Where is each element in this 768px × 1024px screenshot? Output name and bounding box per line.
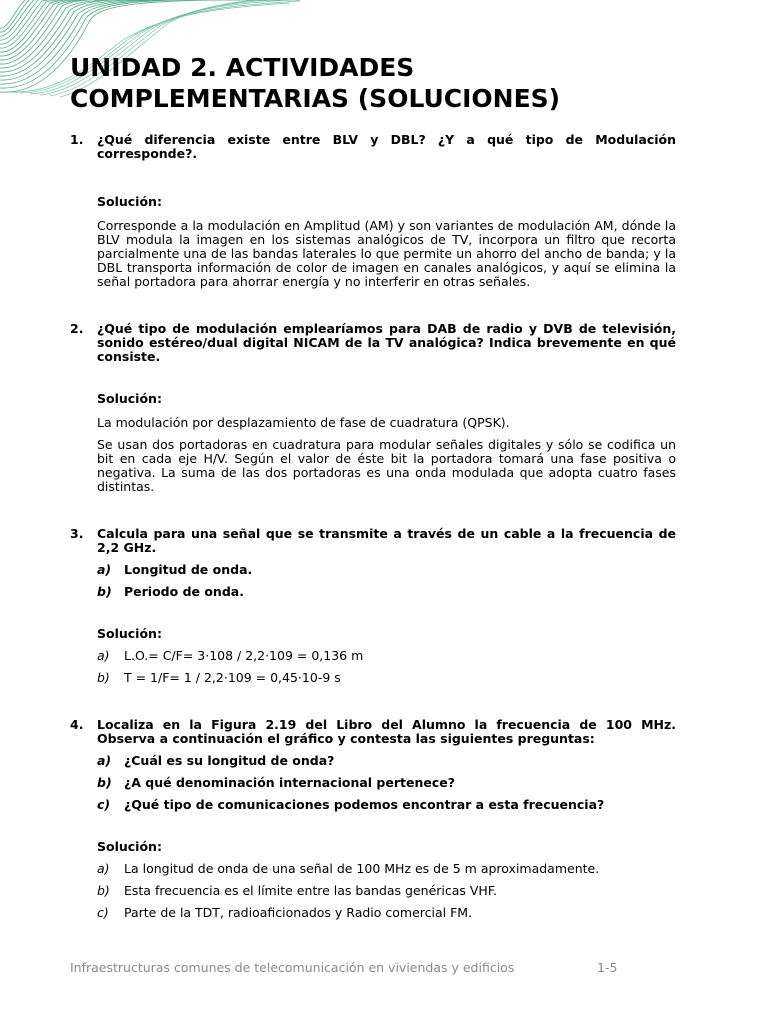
option-letter: a) [97, 562, 112, 577]
answer-item [97, 649, 676, 663]
question-text: Localiza en la Figura 2.19 del Libro del Alumno la frecuencia de 100 MHz. Observa a continuación el gráfico y contesta las siguientes preguntas: [97, 717, 676, 746]
answer-item [97, 671, 676, 685]
page-title [70, 52, 690, 114]
answer-letter: a) [97, 861, 110, 876]
footer-text: Infraestructuras comunes de telecomunicación en viviendas y edificios [70, 960, 515, 975]
answer-text: La longitud de onda de una señal de 100 MHz es de 5 m aproximadamente. [124, 861, 600, 876]
question-option [97, 798, 676, 812]
page-title-line-1: UNIDAD 2. ACTIVIDADES [70, 53, 415, 82]
question-option [97, 754, 676, 768]
answer-text: T = 1/F= 1 / 2,2·109 = 0,45·10-9 s [124, 670, 341, 685]
answer-text: Parte de la TDT, radioaficionados y Radio comercial FM. [124, 905, 473, 920]
option-text: ¿A qué denominación internacional pertenece? [124, 775, 455, 790]
question-number: 1. [70, 132, 84, 147]
solution-label: Solución: [97, 626, 162, 641]
solution-label: Solución: [97, 391, 162, 406]
option-letter: a) [97, 753, 112, 768]
question-3 [70, 527, 676, 685]
question-option [97, 563, 676, 577]
option-letter: b) [97, 584, 112, 599]
question-1 [70, 133, 676, 289]
answer-text: L.O.= C/F= 3·108 / 2,2·109 = 0,136 m [124, 648, 364, 663]
solution-paragraph: Se usan dos portadoras en cuadratura para modular señales digitales y sólo se codifica un bit en cada eje H/V. Según el valor de éste bit la portadora tomará una fase positiva o negativa. La suma de las dos portadoras es una onda modulada que adopta cuatro fases distintas. [97, 437, 676, 494]
question-number: 4. [70, 717, 84, 732]
question-number: 3. [70, 526, 84, 541]
question-number: 2. [70, 321, 84, 336]
page-footer [70, 960, 620, 975]
option-letter: b) [97, 775, 112, 790]
answer-letter: b) [97, 670, 110, 685]
option-text: ¿Cuál es su longitud de onda? [124, 753, 335, 768]
solution-paragraph: Corresponde a la modulación en Amplitud (AM) y son variantes de modulación AM, dónde la BLV modula la imagen en los sistemas analógicos de TV, incorpora un filtro que recorta parcialmente una de las bandas laterales lo que permite un ahorro del ancho de banda; y la DBL transporta información de color de imagen en canales analógicos, y aquí se elimina la señal portadora para ahorrar energía y no interferir en otras señales. [97, 218, 676, 289]
solution-label: Solución: [97, 194, 162, 209]
page-title-line-2: COMPLEMENTARIAS (SOLUCIONES) [70, 84, 561, 113]
answer-letter: c) [97, 905, 109, 920]
question-text: Calcula para una señal que se transmite a través de un cable a la frecuencia de 2,2 GHz. [97, 526, 676, 555]
answer-letter: a) [97, 648, 110, 663]
option-text: ¿Qué tipo de comunicaciones podemos encontrar a esta frecuencia? [124, 797, 605, 812]
answer-item [97, 906, 676, 920]
solution-label: Solución: [97, 839, 162, 854]
question-2 [70, 322, 676, 494]
option-letter: c) [97, 797, 111, 812]
question-4 [70, 718, 676, 920]
answer-letter: b) [97, 883, 110, 898]
answer-text: Esta frecuencia es el límite entre las bandas genéricas VHF. [124, 883, 497, 898]
page-number: 1-5 [597, 960, 618, 975]
option-text: Periodo de onda. [124, 584, 244, 599]
option-text: Longitud de onda. [124, 562, 253, 577]
question-text: ¿Qué diferencia existe entre BLV y DBL? ¿Y a qué tipo de Modulación corresponde?. [97, 132, 676, 161]
question-option [97, 776, 676, 790]
answer-item [97, 862, 676, 876]
question-text: ¿Qué tipo de modulación emplearíamos para DAB de radio y DVB de televisión, sonido estéreo/dual digital NICAM de la TV analógica? Indica brevemente en qué consiste. [97, 321, 676, 364]
solution-paragraph: La modulación por desplazamiento de fase de cuadratura (QPSK). [97, 415, 510, 430]
questions-list [70, 133, 676, 920]
question-option [97, 585, 676, 599]
answer-item [97, 884, 676, 898]
